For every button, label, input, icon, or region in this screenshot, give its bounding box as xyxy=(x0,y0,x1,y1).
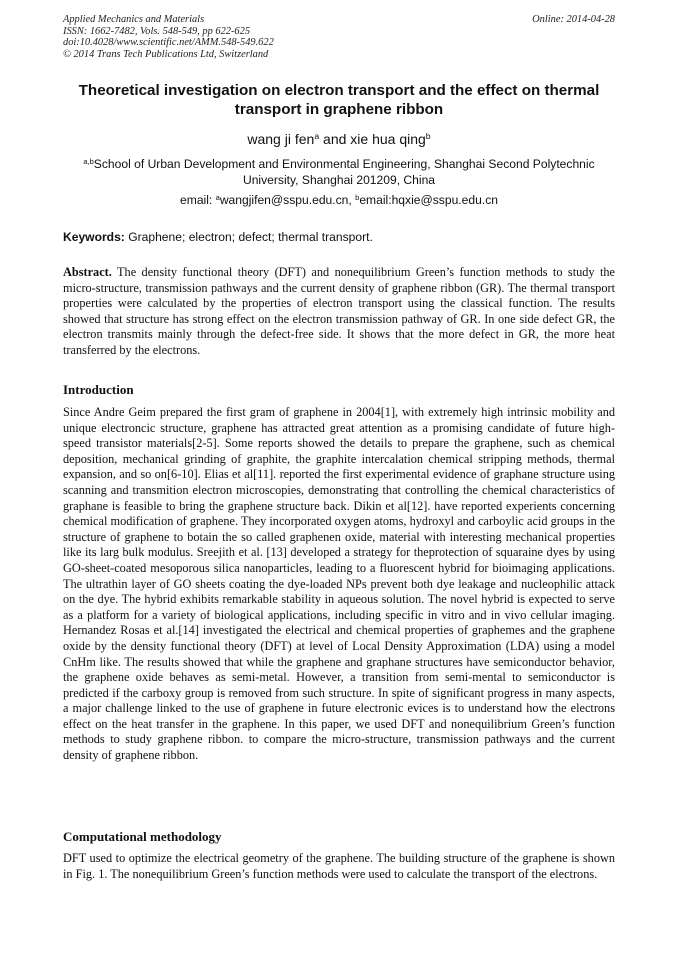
email-line xyxy=(50,192,628,208)
introduction-heading: Introduction xyxy=(63,382,134,397)
affiliation-sup: a,b xyxy=(83,156,94,166)
email-a-sup: a xyxy=(215,192,220,202)
journal-header xyxy=(63,14,615,60)
computational-body: DFT used to optimize the electrical geometry of the graphene. The building structure of the graphene is shown in Fig. 1. The nonequilibrium Green’s function methods were used to calculate the transport of the electrons. xyxy=(63,851,615,881)
email-prefix: email: xyxy=(180,193,216,207)
email-separator: , xyxy=(348,193,356,207)
doi-line: doi:10.4028/www.scientific.net/AMM.548-549.622 xyxy=(63,37,274,49)
computational-heading: Computational methodology xyxy=(63,829,222,844)
author-2-name: xie hua qing xyxy=(350,131,426,147)
affiliation xyxy=(70,156,608,188)
email-b-address[interactable]: email:hqxie@sspu.edu.cn xyxy=(359,193,498,207)
author-2-sup: b xyxy=(425,131,431,142)
abstract-label: Abstract. xyxy=(63,265,112,279)
online-date: Online: 2014-04-28 xyxy=(532,14,615,25)
author-joiner: and xyxy=(319,131,351,147)
author-1-name: wang ji fen xyxy=(247,131,315,147)
author-1-sup: a xyxy=(314,131,320,142)
keywords xyxy=(63,229,615,245)
email-a-address[interactable]: wangjifen@sspu.edu.cn xyxy=(219,193,349,207)
introduction-body: Since Andre Geim prepared the first gram of graphene in 2004[1], with extremely high intrinsic mobility and unique electroncic structure, graphene has attracted great attention as a promising candidate of future high-speed transistor materials[2-5]. Some reports showed the details to prepare the graphene, such as chemical deposition, mechanical grinding of graphite, the graphite intercalation chemical stripping methods, thermal expansion, and so on[6-10]. Elias et al[11]. reported the first experimental evidence of graphane structure using scanning and transmition electron microscopies, demonstrating that controlling the chemical characteristics of graphane is feasible to bring the graphene structure back. Dikin et al[12]. have reported experients concerning chemical modification of graphene. They incorporated oxygen atoms, hydroxyl and carboylic acid groups in the structure of graphene to botain the so called graphenen oxide, material with interesting mechanical properties like its larg bulk modulus. Sreejith et al. [13] developed a strategy for theprotection of squaraine dyes by using GO-sheet-coated mesoporous silica nanoparticles, leading to a fluorescent hybrid for bioimaging applications. The ultrathin layer of GO sheets coating the dye-loaded NPs prevent both dye leakage and nucleophilic attack on the dye. The hybrid exhibits remarkable stability in aqueous solution. The novel hybrid is expected to serve as a platform for a variety of biological applications, including specific in vitro and in vivo cellular imaging. Hernandez Rosas et al.[14] investigated the electrical and chemical properties of graphemes and the graphene oxide by the density functional theory (DFT) at level of Local Density Approximation (LDA) using a model CnHm like. The results showed that while the graphene and graphane structures have semiconductor behavior, the graphene oxide behaves as semi-metal. However, a transition from semi-mental to semiconductor is predicted if the carboxy group is removed from such structure. In spite of significant progress in many aspects, a major challenge linked to the use of graphene in future electronic evices is to understand how the electrons effect on the heat transfer in the graphene. In this paper, we used DFT and nonequilibrium Green’s function methods to study graphene ribbon. to compare the micro-structure, transmission pathways and the current density of graphene ribbon. xyxy=(63,405,615,763)
journal-name: Applied Mechanics and Materials xyxy=(63,14,205,25)
abstract-text: The density functional theory (DFT) and nonequilibrium Green’s function methods to study the micro-structure, transmission pathways and the current density of graphene ribbon (GR). The thermal transport properties were calculated by the properties of electron transport using the classical function. The results showed that structure has strong effect on the electron transmission pathway of GR. In one side defect GR, the electron transmits mainly through the defect-free side. It shows that the more defect in GR, the more heat transferred by the electrons. xyxy=(63,265,615,357)
author-line xyxy=(50,130,628,148)
keywords-text: Graphene; electron; defect; thermal transport. xyxy=(124,230,373,244)
keywords-label: Keywords: xyxy=(63,230,125,244)
affiliation-text: School of Urban Development and Environmental Engineering, Shanghai Second Polytechnic University, Shanghai 201209, China xyxy=(93,157,595,187)
copyright-line: © 2014 Trans Tech Publications Ltd, Switzerland xyxy=(63,48,269,60)
paper-title: Theoretical investigation on electron transport and the effect on thermal transport in graphene ribbon xyxy=(78,82,600,118)
abstract xyxy=(63,265,615,359)
email-b-sup: b xyxy=(355,192,360,202)
issn-line: ISSN: 1662-7482, Vols. 548-549, pp 622-625 xyxy=(63,25,251,37)
